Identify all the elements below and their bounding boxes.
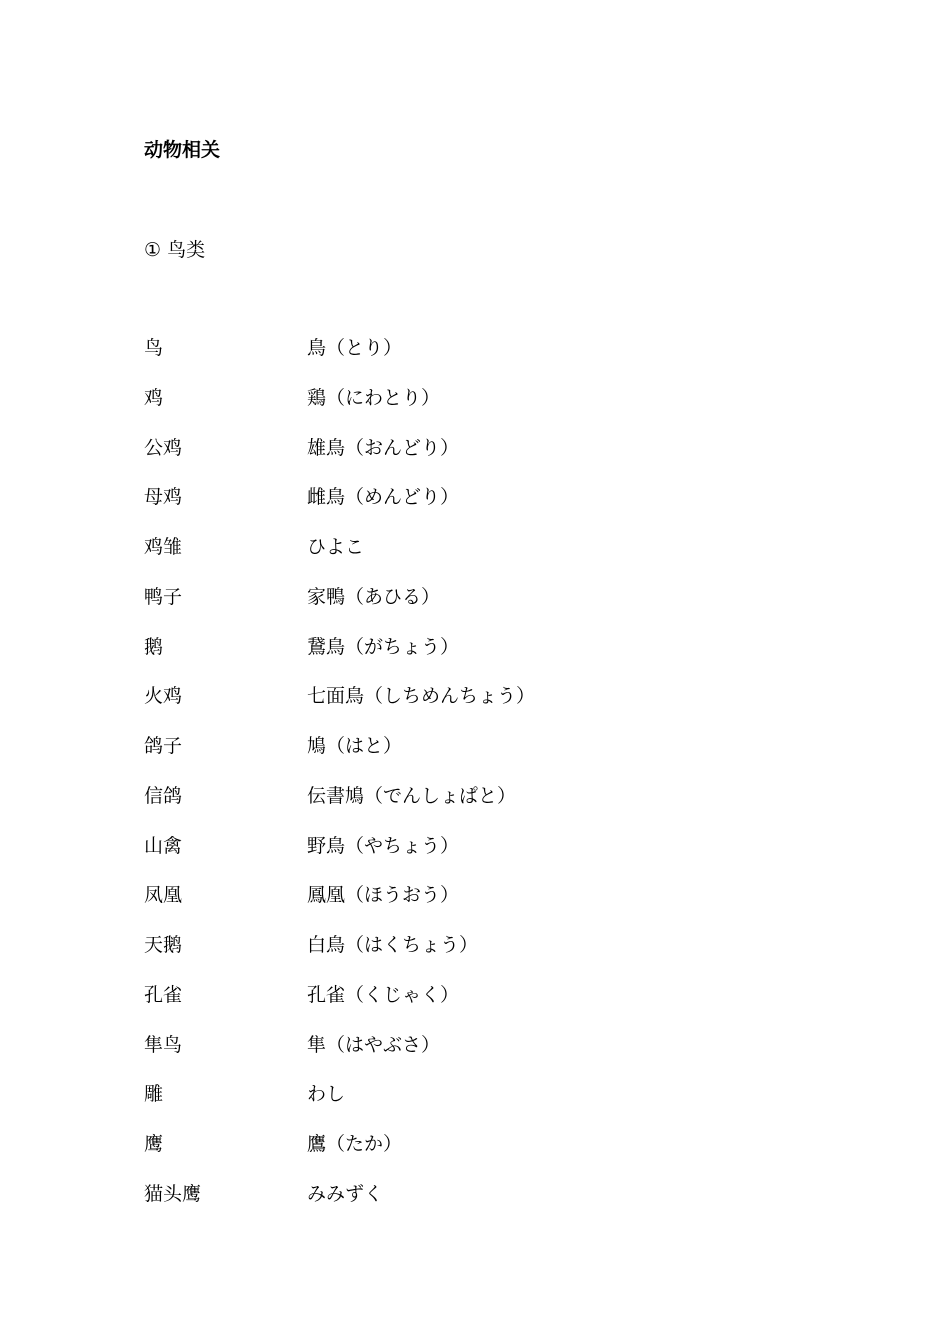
vocab-row bbox=[144, 784, 744, 834]
japanese-term: 鵞鳥（がちょう） bbox=[307, 635, 460, 658]
chinese-term: 隼鸟 bbox=[144, 1033, 183, 1056]
japanese-term: ひよこ bbox=[307, 536, 365, 558]
chinese-term: 鸟 bbox=[144, 337, 164, 359]
chinese-term: 鹅 bbox=[144, 635, 164, 658]
japanese-term: 白鳥（はくちょう） bbox=[307, 934, 479, 956]
japanese-term: 七面鳥（しちめんちょう） bbox=[307, 685, 536, 708]
vocab-row bbox=[144, 1082, 744, 1132]
vocab-row bbox=[144, 386, 744, 436]
vocab-row bbox=[144, 883, 744, 933]
japanese-term: 孔雀（くじゃく） bbox=[307, 983, 460, 1006]
japanese-term: 鳩（はと） bbox=[307, 735, 403, 757]
chinese-term: 猫头鹰 bbox=[144, 1182, 202, 1205]
vocab-row bbox=[144, 933, 744, 983]
japanese-term: 伝書鳩（でんしょぱと） bbox=[307, 784, 517, 807]
japanese-term: 鷹（たか） bbox=[307, 1133, 403, 1155]
vocab-row bbox=[144, 1182, 744, 1232]
chinese-term: 公鸡 bbox=[144, 436, 183, 459]
japanese-term: 鳥（とり） bbox=[307, 337, 403, 359]
vocab-row bbox=[144, 585, 744, 635]
chinese-term: 鸭子 bbox=[144, 585, 183, 608]
vocab-row bbox=[144, 485, 744, 535]
vocab-row bbox=[144, 983, 744, 1033]
japanese-term: みみずく bbox=[307, 1182, 384, 1205]
japanese-term: 雄鳥（おんどり） bbox=[307, 436, 460, 459]
chinese-term: 凤凰 bbox=[144, 884, 183, 907]
chinese-term: 信鸽 bbox=[144, 784, 183, 807]
chinese-term: 天鹅 bbox=[144, 934, 183, 956]
chinese-term: 火鸡 bbox=[144, 685, 183, 708]
vocab-row bbox=[144, 436, 744, 486]
chinese-term: 母鸡 bbox=[144, 486, 183, 509]
chinese-term: 孔雀 bbox=[144, 983, 183, 1006]
chinese-term: 鹰 bbox=[144, 1133, 164, 1155]
vocab-row bbox=[144, 834, 744, 884]
section-heading: ① 鸟类 bbox=[144, 239, 206, 261]
japanese-term: 鶏（にわとり） bbox=[307, 386, 441, 409]
japanese-term: 鳳凰（ほうおう） bbox=[307, 884, 460, 907]
vocab-row bbox=[144, 684, 744, 734]
page-title: 动物相关 bbox=[144, 139, 221, 161]
vocabulary-list bbox=[144, 336, 744, 1232]
chinese-term: 雕 bbox=[144, 1083, 164, 1106]
vocab-row bbox=[144, 734, 744, 784]
japanese-term: 野鳥（やちょう） bbox=[307, 834, 460, 857]
vocab-row bbox=[144, 635, 744, 685]
vocab-row bbox=[144, 535, 744, 585]
chinese-term: 鸽子 bbox=[144, 735, 183, 757]
japanese-term: わし bbox=[307, 1083, 346, 1106]
chinese-term: 山禽 bbox=[144, 834, 183, 857]
vocab-row bbox=[144, 336, 744, 386]
vocab-row bbox=[144, 1132, 744, 1182]
japanese-term: 隼（はやぶさ） bbox=[307, 1033, 441, 1056]
chinese-term: 鸡雏 bbox=[144, 536, 183, 558]
chinese-term: 鸡 bbox=[144, 386, 164, 409]
japanese-term: 家鴨（あひる） bbox=[307, 585, 441, 608]
vocab-row bbox=[144, 1033, 744, 1083]
japanese-term: 雌鳥（めんどり） bbox=[307, 486, 460, 509]
